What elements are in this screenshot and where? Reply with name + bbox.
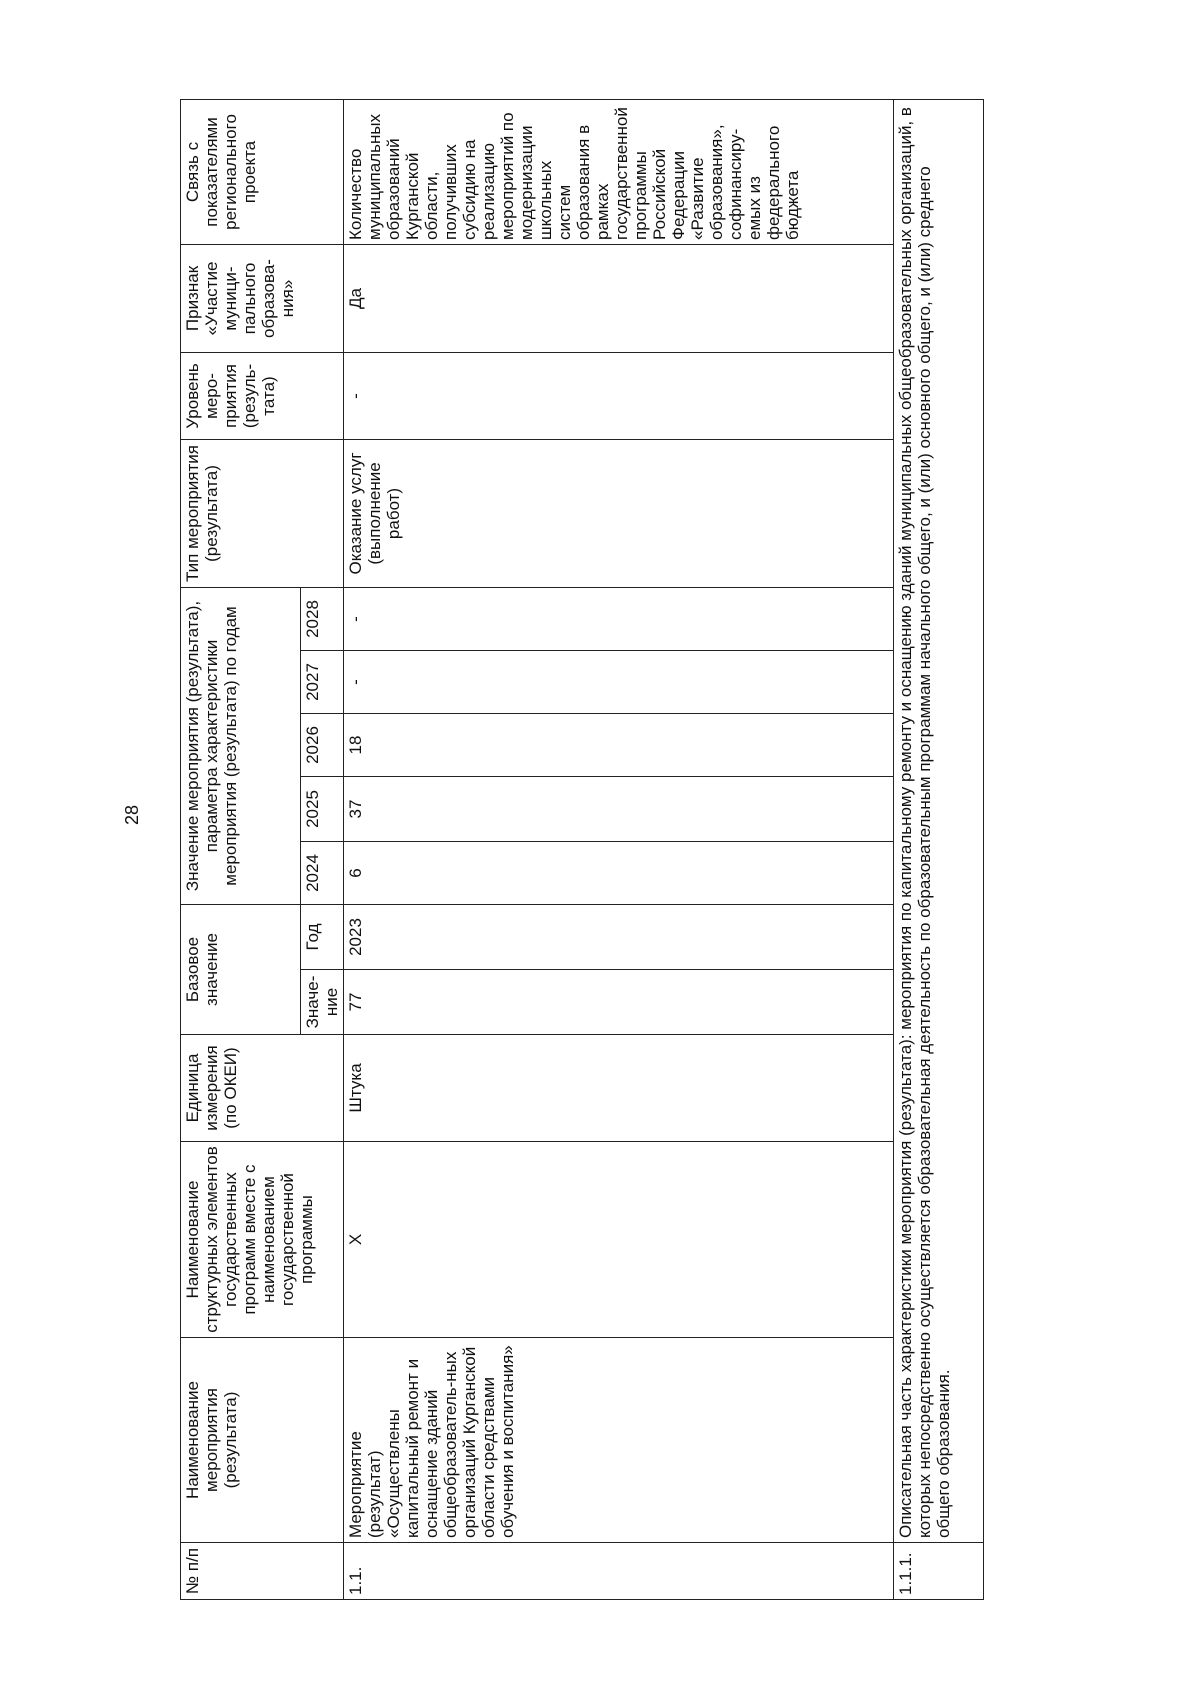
- row-type: Оказание услуг (выполнение работ): [344, 439, 894, 587]
- header-values: Значение мероприятия (результата), параметра характеристики мероприятия (результата) по годам: [181, 587, 301, 904]
- row-base-value: 77: [344, 970, 894, 1035]
- header-base-year: Год: [301, 905, 344, 970]
- row-level: -: [344, 352, 894, 439]
- row-link: Количество муниципальных образований Курганской области, получивших субсидию на реализацию мероприятий по модернизации школьных систем образования в рамках государственной программы Российской Федерации «Развитие образования», софинансиру-емых из федерального бюджета: [344, 99, 894, 244]
- header-municipal: Признак «Участие муници-пального образова-ния»: [181, 244, 344, 352]
- row-struct: Х: [344, 1142, 894, 1338]
- row-value-2025: 37: [344, 777, 894, 842]
- row-municipal: Да: [344, 244, 894, 352]
- rotated-sheet: [180, 100, 1020, 1600]
- header-year-2027: 2027: [301, 651, 344, 714]
- header-base: Базовое значение: [181, 905, 301, 1035]
- row-name: Мероприятие (результат) «Осуществлены капитальный ремонт и оснащение зданий общеобразователь-ных организаций Курганской области средствами обучения и воспитания»: [344, 1338, 894, 1543]
- row-value-2026: 18: [344, 714, 894, 777]
- header-base-value: Значе-ние: [301, 970, 344, 1035]
- header-year-2024: 2024: [301, 842, 344, 905]
- row-unit: Штука: [344, 1035, 894, 1142]
- page-number: 28: [122, 804, 142, 826]
- row-value-2027: -: [344, 651, 894, 714]
- header-year-2025: 2025: [301, 777, 344, 842]
- row-base-year: 2023: [344, 905, 894, 970]
- row-value-2028: -: [344, 587, 894, 650]
- header-link: Связь с показателями регионального проекта: [181, 99, 344, 244]
- header-num: № п/п: [181, 1543, 344, 1600]
- header-level: Уровень меро-приятия (резуль-тата): [181, 352, 344, 439]
- header-unit: Единица измерения (по ОКЕИ): [181, 1035, 344, 1142]
- header-type: Тип мероприятия (результата): [181, 439, 344, 587]
- row-num: 1.1.: [344, 1543, 894, 1600]
- row-value-2024: 6: [344, 842, 894, 905]
- results-table: [180, 99, 984, 1600]
- note-text: Описательная часть характеристики мероприятия (результата): мероприятия по капитальному ремонту и оснащению зданий муниципальных общеобразовательных организаций, в которых непосредственно осуществляется образовательная деятельность по образовательным программам начального общего, и (или) основного общего, и (или) среднего общего образования.: [894, 99, 984, 1542]
- header-year-2028: 2028: [301, 587, 344, 650]
- header-struct: Наименование структурных элементов государственных программ вместе с наименованием государственной программы: [181, 1142, 344, 1338]
- note-num: 1.1.1.: [894, 1543, 984, 1600]
- header-name: Наименование мероприятия (результата): [181, 1338, 344, 1543]
- header-year-2026: 2026: [301, 714, 344, 777]
